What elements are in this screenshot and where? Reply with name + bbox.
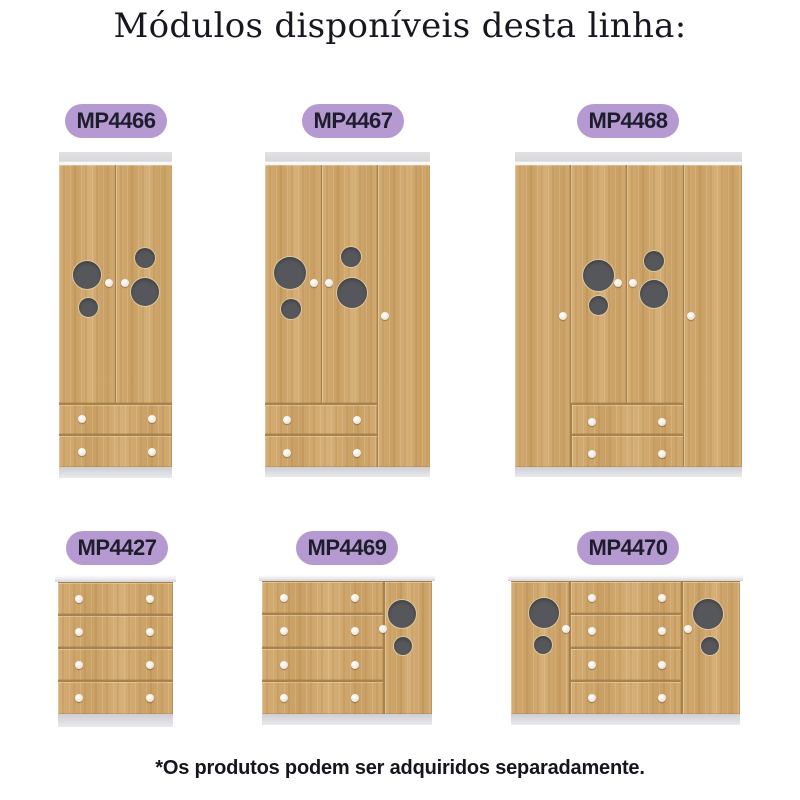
vent-hole-circle <box>131 278 159 306</box>
module-code-badge-mp4468: MP4468 <box>577 104 679 138</box>
module-code-badge-mp4427: MP4427 <box>66 531 168 565</box>
door-knob <box>629 279 637 287</box>
vent-hole-circle <box>274 257 306 289</box>
door-knob <box>381 312 389 320</box>
chest-top-panel <box>508 575 743 581</box>
page-title: Módulos disponíveis desta linha: <box>113 6 687 46</box>
drawer-knob <box>146 595 154 603</box>
chest-mp4469-illustration <box>262 575 432 725</box>
drawer-knob <box>353 449 361 457</box>
door-knob <box>687 312 695 320</box>
drawer-knob <box>588 661 596 669</box>
drawer-knob <box>148 448 156 456</box>
drawer-knob <box>588 450 596 458</box>
vent-hole-circle <box>337 278 367 308</box>
drawer-knob <box>351 661 359 669</box>
vent-hole-circle <box>693 599 723 629</box>
wardrobe-mp4467-illustration <box>265 152 430 477</box>
drawer-knob <box>658 694 666 702</box>
vent-hole-circle <box>79 298 98 317</box>
vent-hole-circle <box>135 248 155 268</box>
drawer-knob <box>146 694 154 702</box>
door-knob <box>379 625 387 633</box>
drawer-knob <box>658 661 666 669</box>
drawer-knob <box>351 694 359 702</box>
drawer-knob <box>658 450 666 458</box>
door-knob <box>325 279 333 287</box>
drawer-knob <box>146 661 154 669</box>
drawer-knob <box>351 627 359 635</box>
chest-base-panel <box>262 714 432 725</box>
wardrobe-base-panel <box>59 467 172 478</box>
vent-hole-circle <box>589 296 608 315</box>
chest-top-panel <box>55 575 176 582</box>
drawer-knob <box>351 594 359 602</box>
drawer-knob <box>588 594 596 602</box>
vent-hole-circle <box>701 637 719 655</box>
module-code-badge-mp4469: MP4469 <box>296 531 398 565</box>
drawer-knob <box>148 415 156 423</box>
drawer-knob <box>75 628 83 636</box>
drawer-knob <box>75 694 83 702</box>
module-code-badge-mp4467: MP4467 <box>302 104 404 138</box>
chest-mp4427-illustration <box>58 575 173 727</box>
drawer-knob <box>658 594 666 602</box>
vent-hole-circle <box>73 261 101 289</box>
drawer-knob <box>658 627 666 635</box>
drawer-knob <box>78 415 86 423</box>
door-knob <box>684 625 692 633</box>
drawer-knob <box>283 416 291 424</box>
chest-base-panel <box>511 714 740 725</box>
vent-hole-circle <box>341 247 361 267</box>
chest-top-panel <box>259 575 435 581</box>
door-knob <box>559 312 567 320</box>
door-knob <box>310 279 318 287</box>
door-knob <box>562 625 570 633</box>
drawer-knob <box>78 448 86 456</box>
vent-hole-circle <box>281 299 301 319</box>
wardrobe-mp4466-illustration <box>59 152 172 478</box>
drawer-knob <box>283 449 291 457</box>
module-code-badge-mp4470: MP4470 <box>577 531 679 565</box>
wardrobe-top-panel <box>265 152 430 165</box>
door-knob <box>121 279 129 287</box>
wardrobe-top-panel <box>515 152 742 165</box>
drawer-knob <box>280 594 288 602</box>
wardrobe-base-panel <box>515 467 742 477</box>
chest-base-panel <box>58 714 173 727</box>
drawer-knob <box>75 595 83 603</box>
door-knob <box>614 279 622 287</box>
drawer-knob <box>146 628 154 636</box>
vent-hole-circle <box>640 280 668 308</box>
drawer-knob <box>658 418 666 426</box>
footnote: *Os produtos podem ser adquiridos separadamente. <box>155 757 645 779</box>
drawer-knob <box>280 661 288 669</box>
drawer-knob <box>280 627 288 635</box>
drawer-knob <box>353 416 361 424</box>
drawer-knob <box>75 661 83 669</box>
vent-hole-circle <box>534 636 552 654</box>
chest-mp4470-illustration <box>511 575 740 725</box>
module-code-badge-mp4466: MP4466 <box>65 104 167 138</box>
drawer-knob <box>280 694 288 702</box>
vent-hole-circle <box>388 600 416 628</box>
vent-hole-circle <box>644 251 664 271</box>
drawer-knob <box>588 418 596 426</box>
vent-hole-circle <box>583 260 614 291</box>
drawer-knob <box>588 694 596 702</box>
drawer-knob <box>588 627 596 635</box>
door-knob <box>105 279 113 287</box>
wardrobe-base-panel <box>265 467 430 477</box>
wardrobe-mp4468-illustration <box>515 152 742 477</box>
vent-hole-circle <box>529 598 559 628</box>
wardrobe-top-panel <box>59 152 172 165</box>
vent-hole-circle <box>394 637 412 655</box>
